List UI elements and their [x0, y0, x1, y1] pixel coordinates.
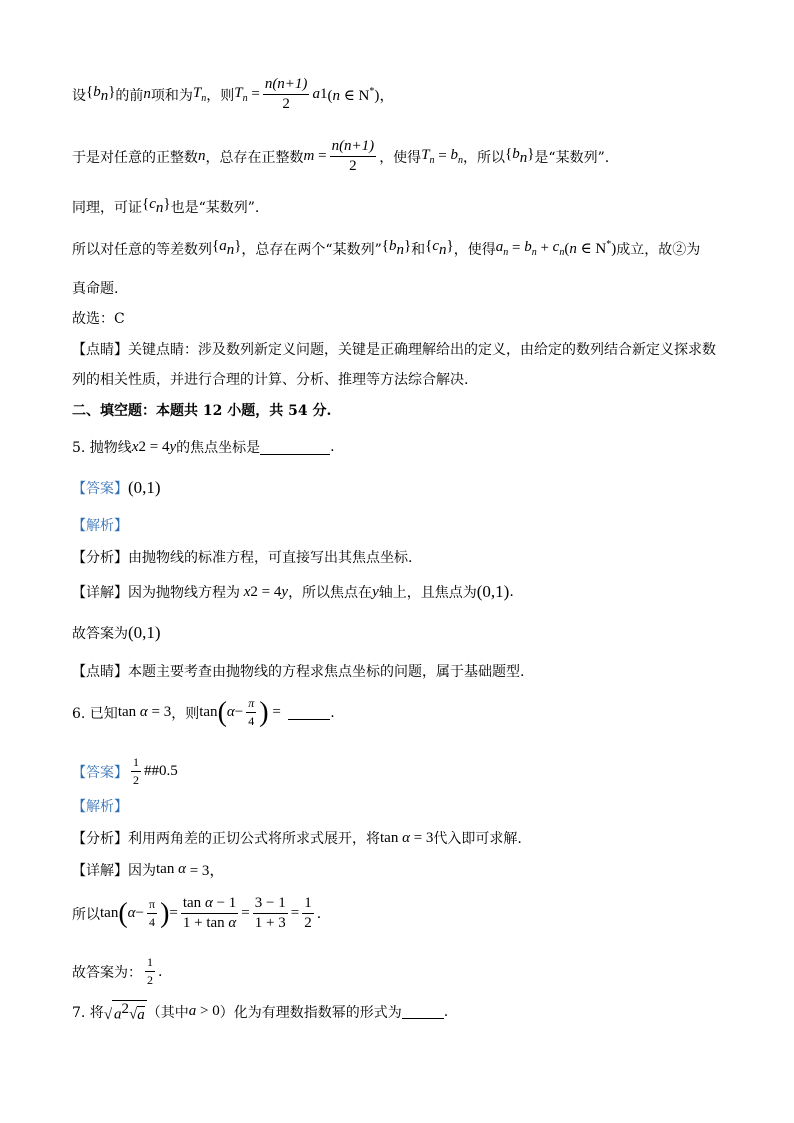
text: ，所以焦点在	[288, 585, 373, 601]
line-8	[72, 369, 468, 389]
text: 5. 抛物线	[72, 440, 132, 456]
text: 代入即可求解.	[433, 831, 522, 847]
answer-value: ##0.5	[144, 763, 178, 779]
text: 故答案为：	[72, 964, 142, 981]
section-heading	[72, 400, 331, 420]
text: ，总存在两个“某数列”	[241, 241, 382, 258]
line-7	[72, 339, 716, 359]
q6-analysis	[72, 796, 128, 816]
text: 的焦点坐标是	[176, 440, 261, 456]
line-4: 所以对任意的等差数列 $\{a_n\}$ ，总存在两个“某数列” $\{b_n\}$ 和 $\{c_n\}$ ，使得 $a_n$ = $b_n$ + $c_n$ (n ∈ N*) 成立，故②为	[72, 238, 701, 258]
line-3: 同理，可证 $\{c_n\}$ 也是“某数列”.	[72, 196, 260, 216]
q5-analysis	[72, 515, 128, 535]
q5-xiangjie: 【详解】因为抛物线方程为 x 2 = 4 y ，所以焦点在 y 轴上，且焦点为 (0,1) .	[72, 582, 514, 601]
text: ，则	[171, 705, 200, 722]
answer-label: 【答案】	[72, 481, 128, 497]
math-sqrt: √ $a^2√a$	[103, 1001, 145, 1023]
line-1: 设 $\{b_n\}$ 的前 n 项和为 $T_n$ ，则 $T_n$ = $\frac{n(n+1)}{2}$ a 1 (n ∈ N*)，	[72, 76, 395, 112]
answer-blank	[402, 1004, 444, 1019]
answer-blank	[260, 440, 330, 455]
line-6	[72, 308, 125, 328]
text: ，使得	[453, 241, 496, 258]
text: ，使得	[379, 149, 422, 166]
answer-label: 【答案】	[72, 764, 128, 781]
text: ，总存在正整数	[205, 149, 304, 166]
section-title: 二、填空题：本题共 12 小题，共 54 分.	[72, 403, 332, 419]
text: 【分析】由抛物线的标准方程，可直接写出其焦点坐标.	[72, 550, 413, 566]
text: .	[443, 1003, 449, 1020]
math-bn-set: $\{b_n\}$	[86, 84, 116, 104]
text: 【分析】利用两角差的正切公式将所求式展开，将	[72, 831, 380, 847]
text: 6. 已知	[72, 705, 118, 722]
math-fraction: $\frac{n(n+1)}{2}$	[264, 76, 308, 112]
text: 于是对任意的正整数	[72, 149, 198, 166]
q5-answer	[72, 478, 161, 498]
q7: 7. 将 √ $a^2√a$ （其中 a > 0 ）化为有理数指数幂的形式为 .	[72, 1001, 449, 1023]
answer-value: (0,1)	[128, 478, 161, 497]
analysis-label: 【解析】	[72, 799, 128, 815]
text: 7. 将	[72, 1004, 104, 1021]
text: 的前	[115, 87, 144, 104]
q6-so: 所以 tan ( α − $\frac{\pi}{4}$ ) = $\frac{\text{tan α − 1}}{\text{1 + tan α}}$ = $\frac{3 - 1}{1 + 3}$ = $\frac{1}{2}$ .	[72, 895, 322, 931]
text: ，所以	[463, 149, 505, 166]
text: ，则	[206, 87, 235, 104]
q5-guda: 故答案为 (0,1)	[72, 623, 161, 642]
text: .	[330, 439, 335, 455]
line-5	[72, 278, 118, 298]
text: 【详解】因为抛物线方程为	[72, 585, 240, 601]
math-fraction: $\frac{n(n+1)}{2}$	[331, 138, 375, 174]
text: .	[330, 704, 335, 721]
text: ）化为有理数指数幂的形式为	[219, 1004, 402, 1021]
text: 所以	[72, 906, 100, 923]
math-n-in-N: (n ∈ N*)，	[327, 86, 395, 104]
text: 列的相关性质，并进行合理的计算、分析、推理等方法综合解决.	[72, 372, 469, 388]
analysis-label: 【解析】	[72, 518, 128, 534]
text: 成立，故②为	[616, 241, 701, 258]
text: 同理，可证	[72, 199, 142, 216]
math-Tn: $T_n$	[192, 85, 207, 104]
text: 是“某数列”.	[534, 149, 610, 166]
q6: 6. 已知 tan α = 3 ，则 tan ( α − $\frac{\pi}{4}$ ) = .	[72, 696, 335, 728]
text: 故选：C	[72, 311, 125, 327]
text: （其中	[146, 1004, 189, 1021]
text: 【点睛】本题主要考查由抛物线的方程求焦点坐标的问题，属于基础题型.	[72, 664, 525, 680]
text: 【详解】因为	[72, 862, 156, 879]
line-2: 于是对任意的正整数 n ，总存在正整数 m = $\frac{n(n+1)}{2}$ ，使得 $T_n$ = $b_n$ ，所以 $\{b_n\}$ 是“某数列”.	[72, 138, 610, 174]
text: 所以对任意的等差数列	[72, 241, 212, 258]
text: 故答案为	[72, 626, 128, 642]
q5-fenxi	[72, 547, 412, 567]
q6-guda: 故答案为： $\frac{1}{2}$ .	[72, 955, 163, 987]
text: 和	[411, 241, 426, 258]
q6-fenxi: 【分析】利用两角差的正切公式将所求式展开，将 tan α = 3 代入即可求解.	[72, 829, 522, 847]
text: 也是“某数列”.	[170, 199, 260, 216]
q6-answer: 【答案】 $\frac{1}{2}$ ##0.5	[72, 755, 178, 787]
math-Tn-eq: $T_n$	[234, 85, 248, 104]
text: 真命题.	[72, 281, 119, 297]
q5-dianjing	[72, 661, 524, 681]
q5: 5. 抛物线 x 2 = 4 y 的焦点坐标是 .	[72, 438, 335, 456]
text: 【点睛】关键点睛：涉及数列新定义问题，关键是正确理解给出的定义，由给定的数列结合新定义探求数	[72, 342, 716, 358]
text: 项和为	[150, 87, 193, 104]
text: 设	[72, 87, 86, 104]
math-n: n	[143, 86, 151, 102]
text: 轴上，且焦点为	[378, 585, 477, 601]
q6-xiangjie: 【详解】因为 tan α = 3，	[72, 861, 225, 879]
answer-blank	[288, 705, 330, 720]
